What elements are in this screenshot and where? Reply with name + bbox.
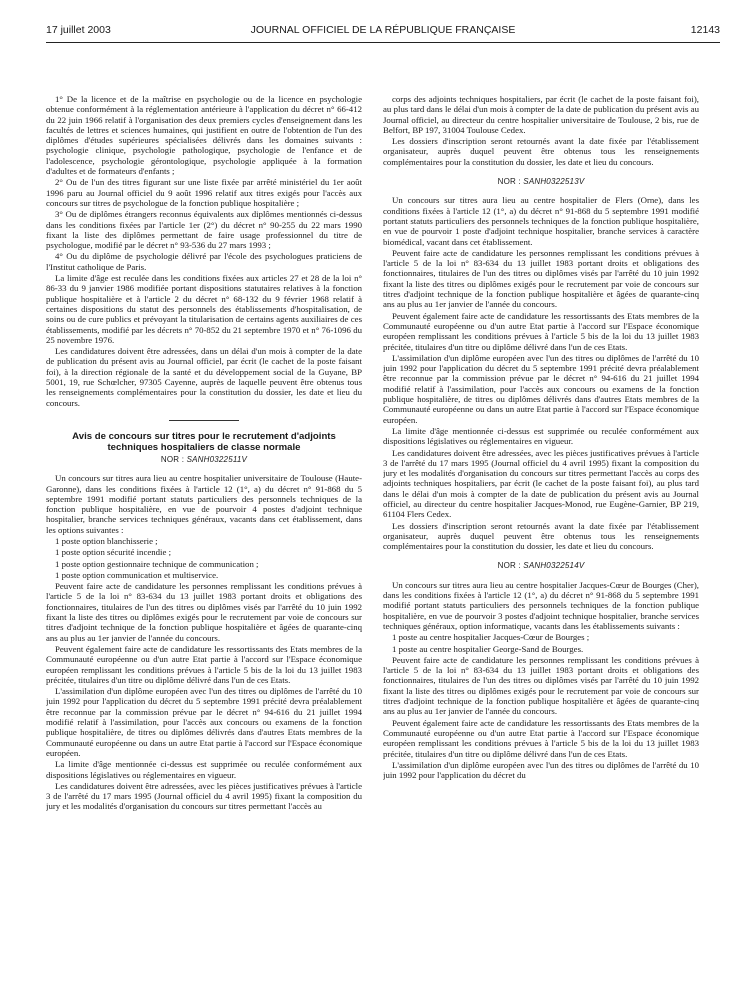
- nor-code: SANH0322513V: [523, 177, 585, 187]
- paragraph: Un concours sur titres aura lieu au centre hospitalier universitaire de Toulouse (Haute-Garonne), dans les conditions fixées à l'article 12 (1°, a) du décret n° 91-868 du 5 septembre 1991 modifié portant statuts particuliers des personnels techniques de la fonction publique hospitalière, en vue de pourvoir 4 postes d'adjoint technique hospitalier, branche services techniques généraux, vacants dans cet établissement, dans les options suivantes :: [46, 473, 362, 535]
- paragraph: Les candidatures doivent être adressées, avec les pièces justificatives prévues à l'article 3 de l'arrêté du 17 mars 1995 (Journal officiel du 4 avril 1995) fixant la composition du jury et les modalités d'organisation du concours sur titres permettant l'accès au: [46, 780, 362, 812]
- nor-label: NOR :: [160, 454, 185, 464]
- paragraph: Les candidatures doivent être adressées, avec les pièces justificatives prévues à l'article 3 de l'arrêté du 17 mars 1995 (Journal officiel du 4 avril 1995) fixant la composition du jury et les modalités d'organisation du concours sur titres permettant l'accès au corps des adjoints techniques hospitaliers, par écrit (le cachet de la poste faisant foi), au plus tard dans le délai d'un mois à compter de la date de publication du présent avis au Journal officiel, au directeur du centre hospitalier Jacques-Monod, rue Eugène-Garnier, BP 219, 61104 Flers Cedex.: [383, 447, 699, 520]
- journal-title: JOURNAL OFFICIEL DE LA RÉPUBLIQUE FRANÇAISE: [250, 24, 516, 36]
- right-column: [383, 94, 699, 979]
- issue-date: 17 juillet 2003: [46, 24, 111, 36]
- nor-code: SANH0322511V: [186, 454, 248, 464]
- paragraph: 2° Ou de l'un des titres figurant sur une liste fixée par arrêté ministériel du 1er août 1996 paru au Journal officiel du 9 août 1996 relatif aux titres exigés pour l'accès aux concours sur titres de psychologue de la fonction publique hospitalière ;: [46, 177, 362, 208]
- paragraph: Peuvent faire acte de candidature les personnes remplissant les conditions prévues à l'article 5 de la loi n° 83-634 du 13 juillet 1983 portant droits et obligations des fonctionnaires, titulaires de l'un des titres ou diplômes visés par l'arrêté du 10 juin 1992 fixant la liste des titres ou diplômes exigés pour le recrutement par voie de concours sur titres d'adjoint technique de la fonction publique hospitalière et âgées de quarante-cinq ans au plus au 1er janvier de l'année du concours.: [383, 654, 699, 717]
- paragraph: 1° De la licence et de la maîtrise en psychologie ou de la licence en psychologie obtenue conformément à la réglementation antérieure à l'application du décret n° 66-412 du 22 juin 1966 relatif à l'organisation des deux premiers cycles d'enseignement dans les facultés de lettres et sciences humaines, qui justifient en outre de l'obtention de l'un des diplômes d'études supérieures spécialisées délivrés dans les domaines suivants : psychologie clinique, psychologie pathologique, psychologie de l'enfance et de l'adolescence, psychologie gérontologique, psychologie appliquée à la formation d'adultes et de formateurs d'enfants ;: [46, 94, 362, 177]
- paragraph: Peuvent également faire acte de candidature les ressortissants des Etats membres de la Communauté européenne ou d'un autre Etat partie à l'accord sur l'Espace économique européen remplissant les conditions prévues à l'article 5 bis de la loi du 13 juillet 1983 précitée, titulaires d'un titre ou diplôme délivré dans l'un de ces Etats.: [383, 717, 699, 759]
- paragraph: corps des adjoints techniques hospitaliers, par écrit (le cachet de la poste faisant foi), au plus tard dans le délai d'un mois à compter de la date de publication du présent avis au Journal officiel, au directeur du centre hospitalier universitaire de Toulouse, 2 bis, rue de Belfort, BP 197, 31004 Toulouse Cedex.: [383, 94, 699, 135]
- list-item: 1 poste option gestionnaire technique de communication ;: [55, 558, 259, 569]
- list-item: 1 poste option blanchisserie ;: [55, 535, 158, 546]
- left-column: [46, 94, 362, 979]
- list-item: 1 poste option sécurité incendie ;: [55, 547, 172, 558]
- paragraph: 3° Ou de diplômes étrangers reconnus équivalents aux diplômes mentionnés ci-dessus dans les conditions fixées par l'article 1er (2°) du décret n° 90-255 du 22 mars 1990 fixant la liste des diplômes permettant de faire usage professionnel du titre de psychologue, modifié par le décret n° 93-536 du 27 mars 1993 ;: [46, 209, 362, 251]
- paragraph: Les dossiers d'inscription seront retournés avant la date fixée par l'établissement organisateur, auprès duquel peuvent être obtenus tous les renseignements complémentaires pour la constitution du dossier, les date et lieu du concours.: [383, 520, 699, 552]
- paragraph: L'assimilation d'un diplôme européen avec l'un des titres ou diplômes de l'arrêté du 10 juin 1992 pour l'application du décret du 5 septembre 1991 précité devra préalablement être reconnue par la commission prévue par le décret n° 94-616 du 21 juillet 1994 modifié relatif à l'assimilation, pour l'accès aux concours ou examens de la fonction publique hospitalière, de titres ou diplômes délivrés dans d'autres Etats membres de la Communauté européenne ou dans un autre Etat partie à l'accord sur l'Espace économique européen.: [46, 686, 362, 758]
- paragraph: Les candidatures doivent être adressées, dans un délai d'un mois à compter de la date de publication du présent avis au Journal officiel, par écrit (le cachet de la poste faisant foi), à la direction régionale de la santé et du développement social de la Guyane, BP 5001, 19, rue Schœlcher, 97305 Cayenne, auprès de laquelle peuvent être obtenus tous les renseignements complémentaires pour la constitution du dossier, les date et lieu du concours.: [46, 346, 362, 408]
- nor-label: NOR :: [497, 561, 521, 571]
- paragraph: Peuvent également faire acte de candidature les ressortissants des Etats membres de la Communauté européenne ou d'un autre Etat partie à l'accord sur l'Espace économique européen remplissant les conditions prévues à l'article 5 bis de la loi du 13 juillet 1983 précitée, titulaires d'un titre ou diplôme délivré dans l'un de ces Etats.: [383, 310, 699, 352]
- list-item: 1 poste option communication et multiservice.: [55, 569, 219, 580]
- notice-heading: Avis de concours sur titres pour le recrutement d'adjoints techniques hospitaliers de classe normale: [72, 430, 336, 453]
- list-item: 1 poste au centre hospitalier George-Sand de Bourges.: [392, 643, 584, 654]
- paragraph: Peuvent faire acte de candidature les personnes remplissant les conditions prévues à l'article 5 de la loi n° 83-634 du 13 juillet 1983 portant droits et obligations des fonctionnaires, titulaires de l'un des titres ou diplômes visés par l'arrêté du 10 juin 1992 fixant la liste des titres ou diplômes exigés pour le recrutement par voie de concours sur titres d'adjoint technique de la fonction publique hospitalière et âgées de quarante-cinq ans au plus au 1er janvier de l'année du concours.: [46, 581, 362, 643]
- nor-reference: [46, 455, 362, 465]
- nor-label: NOR :: [497, 177, 521, 187]
- page-header: [46, 24, 720, 43]
- paragraph: La limite d'âge mentionnée ci-dessus est supprimée ou reculée conformément aux dispositions législatives ou réglementaires en vigueur.: [46, 759, 362, 780]
- paragraph: Peuvent faire acte de candidature les personnes remplissant les conditions prévues à l'article 5 de la loi n° 83-634 du 13 juillet 1983 portant droits et obligations des fonctionnaires, titulaires de l'un des titres ou diplômes visés par l'arrêté du 10 juin 1992 fixant la liste des titres ou diplômes exigés pour le recrutement par voie de concours sur titres d'adjoint technique de la fonction publique hospitalière et âgées de quarante-cinq ans au plus au 1er janvier de l'année du concours.: [383, 247, 699, 310]
- list-item: 1 poste au centre hospitalier Jacques-Cœur de Bourges ;: [392, 632, 590, 643]
- nor-reference: [383, 561, 699, 571]
- nor-code: SANH0322514V: [523, 561, 585, 571]
- paragraph: L'assimilation d'un diplôme européen avec l'un des titres ou diplômes de l'arrêté du 10 juin 1992 pour l'application du décret du 5 septembre 1991 précité devra préalablement être reconnue par la commission prévue par le décret n° 94-616 du 21 juillet 1994 modifié relatif à l'assimilation, pour l'accès aux concours ou examens de la fonction publique hospitalière, de titres ou diplômes délivrés dans d'autres Etats membres de la Communauté européenne ou dans un autre Etat partie à l'accord sur l'Espace économique européen.: [383, 352, 699, 425]
- nor-reference: [383, 177, 699, 187]
- page-number: 12143: [690, 24, 720, 36]
- paragraph: Peuvent également faire acte de candidature les ressortissants des Etats membres de la Communauté européenne ou d'un autre Etat partie à l'accord sur l'Espace économique européen remplissant les conditions prévues à l'article 5 bis de la loi du 13 juillet 1983 précitée, titulaires d'un titre ou diplôme délivré dans l'un de ces Etats.: [46, 643, 362, 685]
- section-divider: [169, 420, 239, 421]
- paragraph: La limite d'âge mentionnée ci-dessus est supprimée ou reculée conformément aux dispositions législatives ou réglementaires en vigueur.: [383, 425, 699, 447]
- paragraph: La limite d'âge est reculée dans les conditions fixées aux articles 27 et 28 de la loi n° 86-33 du 9 janvier 1986 modifiée portant dispositions statutaires relatives à la fonction publique hospitalière et à l'article 2 du décret n° 68-132 du 9 février 1968 relatif à certaines dispositions du statut des personnels des établissements d'hospitalisation, de soins ou de cure publics et prévoyant la titularisation de certains agents auxiliaires de ces établissements, modifié par les décrets n° 70-852 du 21 septembre 1970 et n° 76-1096 du 25 novembre 1976.: [46, 273, 362, 345]
- paragraph: Les dossiers d'inscription seront retournés avant la date fixée par l'établissement organisateur, auprès duquel peuvent être obtenus tous les renseignements complémentaires pour la constitution du dossier, les date et lieu du concours.: [383, 136, 699, 167]
- paragraph: Un concours sur titres aura lieu au centre hospitalier de Flers (Orne), dans les conditions fixées à l'article 12 (1°, a) du décret n° 91-868 du 5 septembre 1991 modifié portant statuts particuliers des personnels techniques de la fonction publique hospitalière, en vue de pourvoir 1 poste d'adjoint technique hospitalier, branche services à caractère biomédical, vacant dans cet établissement.: [383, 195, 699, 247]
- paragraph: 4° Ou du diplôme de psychologie délivré par l'école des psychologues praticiens de l'Institut catholique de Paris.: [46, 251, 362, 272]
- paragraph: L'assimilation d'un diplôme européen avec l'un des titres ou diplômes de l'arrêté du 10 juin 1992 pour l'application du décret du: [383, 759, 699, 781]
- paragraph: Un concours sur titres aura lieu au centre hospitalier Jacques-Cœur de Bourges (Cher), dans les conditions fixées à l'article 12 (1°, a) du décret n° 91-868 du 5 septembre 1991 modifié portant statuts particuliers des personnels techniques de la fonction publique hospitalière, en vue de pourvoir 3 postes d'adjoint technique hospitalier, branche services techniques généraux, option informatique, vacants dans les établissements suivants :: [383, 579, 699, 631]
